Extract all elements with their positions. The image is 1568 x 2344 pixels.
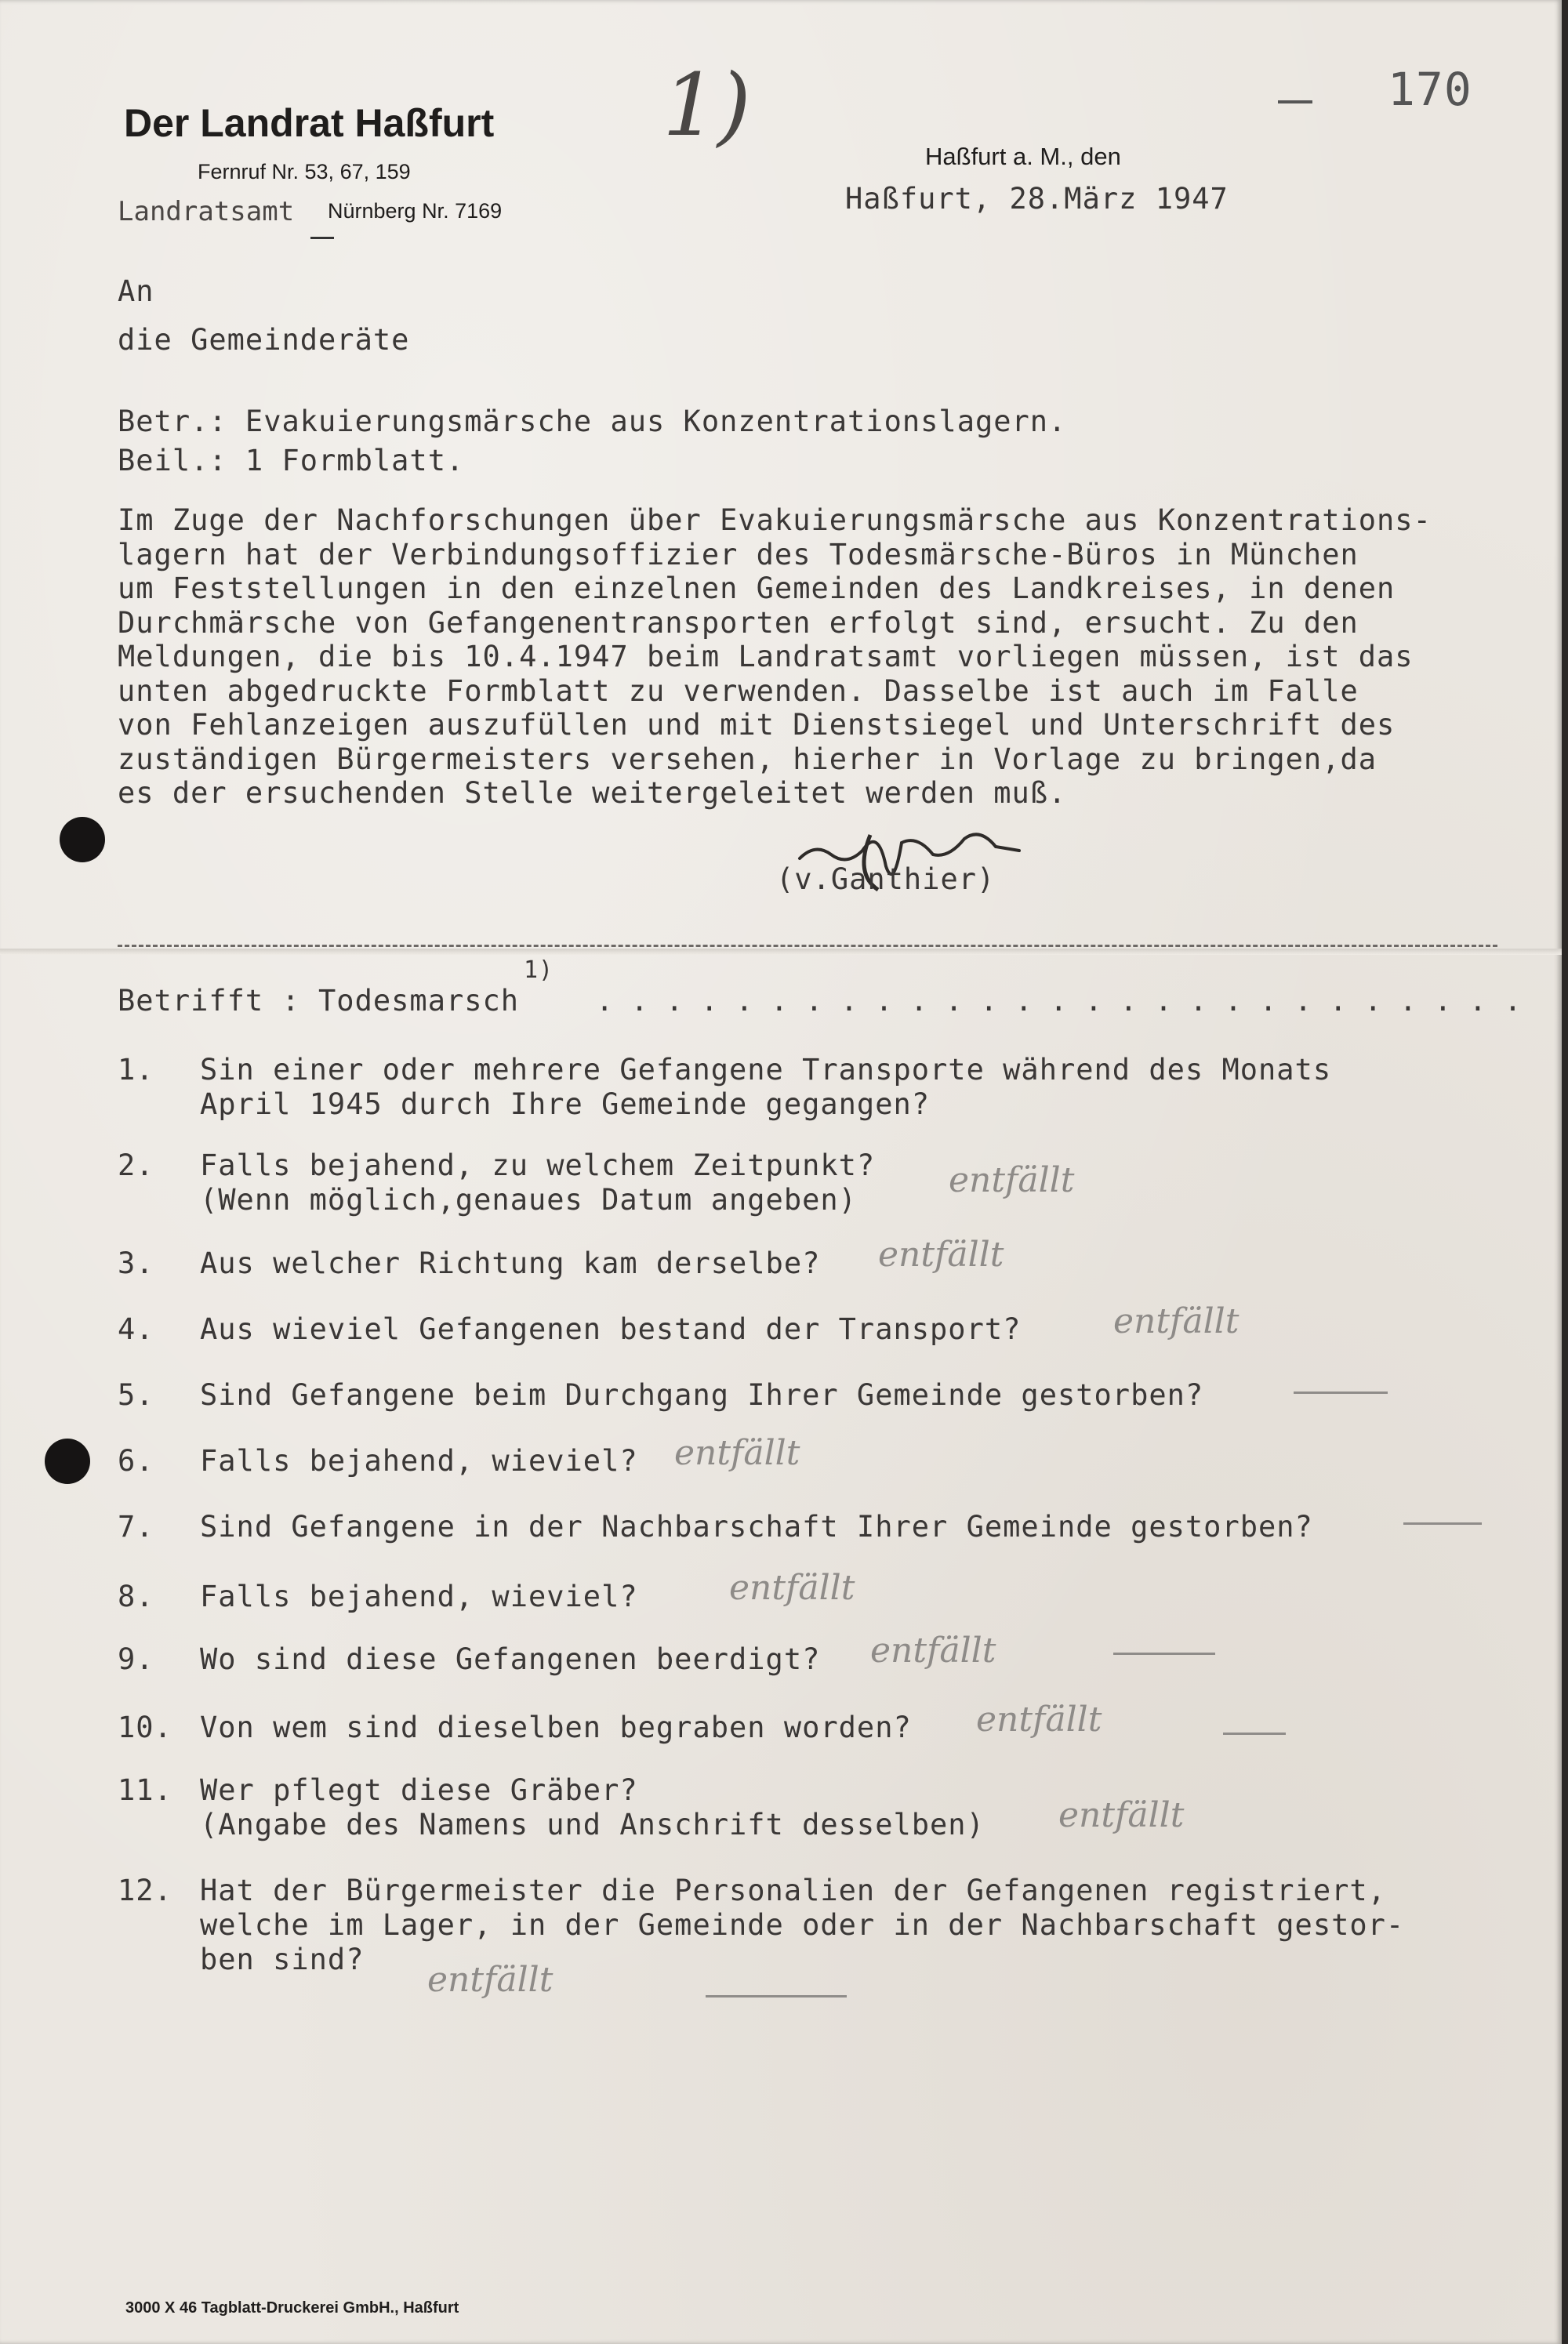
question-number: 9. xyxy=(118,1642,154,1676)
answer-handwritten: entfällt xyxy=(729,1568,855,1608)
question-number: 6. xyxy=(118,1444,154,1478)
form-fill-dots: . . . . . . . . . . . . . . . . . . . . . . . . . . . xyxy=(596,984,1522,1018)
question-number: 11. xyxy=(118,1773,172,1807)
letter-date: Haßfurt, 28.März 1947 xyxy=(845,182,1229,216)
question-text: Hat der Bürgermeister die Personalien der Gefangenen registriert, xyxy=(200,1874,1386,1907)
punch-hole-lower xyxy=(45,1439,90,1484)
question-text: Sind Gefangene in der Nachbarschaft Ihrer Gemeinde gestorben? xyxy=(200,1510,1313,1544)
answer-handwritten: entfällt xyxy=(870,1631,996,1671)
address-line-1: An xyxy=(118,274,154,308)
question-2 xyxy=(200,1148,875,1217)
account-line: Nürnberg Nr. 7169 xyxy=(328,199,503,223)
answer-handwritten: entfällt xyxy=(1058,1795,1185,1835)
question-text: April 1945 durch Ihre Gemeinde gegangen? xyxy=(200,1087,931,1121)
question-text: Falls bejahend, zu welchem Zeitpunkt? xyxy=(200,1148,876,1182)
punch-hole-upper xyxy=(60,817,105,862)
address-line-2: die Gemeinderäte xyxy=(118,323,410,357)
file-number-dash xyxy=(1278,100,1312,103)
question-text: Sind Gefangene beim Durchgang Ihrer Gemeinde gestorben? xyxy=(200,1378,1204,1412)
authority-heading: Der Landrat Haßfurt xyxy=(124,101,495,145)
question-number: 5. xyxy=(118,1378,154,1412)
body-line: von Fehlanzeigen auszufüllen und mit Dienstsiegel und Unterschrift des xyxy=(118,708,1396,742)
body-line: lagern hat der Verbindungsoffizier des Todesmärsche-Büros in München xyxy=(118,537,1359,571)
file-number: 170 xyxy=(1388,63,1472,116)
phone-line: Fernruf Nr. 53, 67, 159 xyxy=(198,160,411,183)
subject-line: Betr.: Evakuierungsmärsche aus Konzentrationslagern. xyxy=(118,405,1067,438)
question-12 xyxy=(200,1874,1404,1977)
paper-fold xyxy=(0,949,1562,955)
enclosure-line: Beil.: 1 Formblatt. xyxy=(118,444,465,477)
body-line: es der ersuchenden Stelle weitergeleitet werden muß. xyxy=(118,776,1067,810)
form-footnote-mark: 1) xyxy=(524,956,554,984)
answer-handwritten: entfällt xyxy=(949,1160,1075,1200)
body-line: Meldungen, die bis 10.4.1947 beim Landratsamt vorliegen müssen, ist das xyxy=(118,640,1414,673)
form-betrifft: Betrifft : Todesmarsch xyxy=(118,984,520,1018)
body-line: zuständigen Bürgermeisters versehen, hierher in Vorlage zu bringen,da xyxy=(118,742,1377,776)
answer-rule xyxy=(706,1995,847,1997)
answer-rule xyxy=(1223,1733,1286,1735)
answer-handwritten: entfällt xyxy=(674,1433,800,1473)
answer-handwritten: entfällt xyxy=(427,1960,554,2000)
body-line: Im Zuge der Nachforschungen über Evakuierungsmärsche aus Konzentrations- xyxy=(118,503,1432,537)
place-printed: Haßfurt a. M., den xyxy=(925,143,1121,170)
question-number: 3. xyxy=(118,1246,154,1280)
answer-handwritten: entfällt xyxy=(878,1235,1004,1275)
question-number: 1. xyxy=(118,1053,154,1087)
account-underline xyxy=(310,237,334,239)
question-text: Wo sind diese Gefangenen beerdigt? xyxy=(200,1642,821,1676)
question-text: welche im Lager, in der Gemeinde oder in der Nachbarschaft gestor- xyxy=(200,1908,1405,1942)
answer-rule xyxy=(1113,1653,1215,1655)
answer-handwritten: entfällt xyxy=(1113,1301,1240,1341)
printer-imprint: 3000 X 46 Tagblatt-Druckerei GmbH., Haßfurt xyxy=(125,2299,459,2317)
question-text: Falls bejahend, wieviel? xyxy=(200,1444,638,1478)
answer-handwritten: entfällt xyxy=(976,1700,1102,1740)
answer-dash xyxy=(1403,1522,1482,1525)
question-text: (Wenn möglich,genaues Datum angeben) xyxy=(200,1183,857,1217)
question-text: Von wem sind dieselben begraben worden? xyxy=(200,1711,912,1744)
question-number: 10. xyxy=(118,1711,172,1744)
question-number: 8. xyxy=(118,1580,154,1613)
signatory-name: (v.Ganthier) xyxy=(776,862,996,896)
question-text: ben sind? xyxy=(200,1943,365,1976)
question-number: 7. xyxy=(118,1510,154,1544)
question-number: 4. xyxy=(118,1312,154,1346)
question-text: Sin einer oder mehrere Gefangene Transporte während des Monats xyxy=(200,1053,1332,1087)
body-paragraph xyxy=(118,503,1513,811)
question-text: (Angabe des Namens und Anschrift desselben) xyxy=(200,1808,985,1841)
body-line: unten abgedruckte Formblatt zu verwenden. Dasselbe ist auch im Falle xyxy=(118,673,1359,708)
body-line: Durchmärsche von Gefangenentransporten erfolgt sind, ersucht. Zu den xyxy=(118,605,1359,640)
landratsamt-overstamp: Landratsamt xyxy=(118,196,295,227)
body-line: um Feststellungen in den einzelnen Gemeinden des Landkreises, in denen xyxy=(118,571,1396,605)
handwritten-reference: 1) xyxy=(662,55,751,155)
question-number: 12. xyxy=(118,1874,172,1907)
question-1 xyxy=(200,1053,1331,1122)
question-text: Falls bejahend, wieviel? xyxy=(200,1580,638,1613)
question-11 xyxy=(200,1773,985,1842)
tear-off-line xyxy=(118,945,1497,947)
question-text: Wer pflegt diese Gräber? xyxy=(200,1773,638,1807)
answer-dash xyxy=(1294,1392,1388,1394)
question-text: Aus welcher Richtung kam derselbe? xyxy=(200,1246,821,1280)
question-number: 2. xyxy=(118,1148,154,1182)
question-text: Aus wieviel Gefangenen bestand der Transport? xyxy=(200,1312,1022,1346)
